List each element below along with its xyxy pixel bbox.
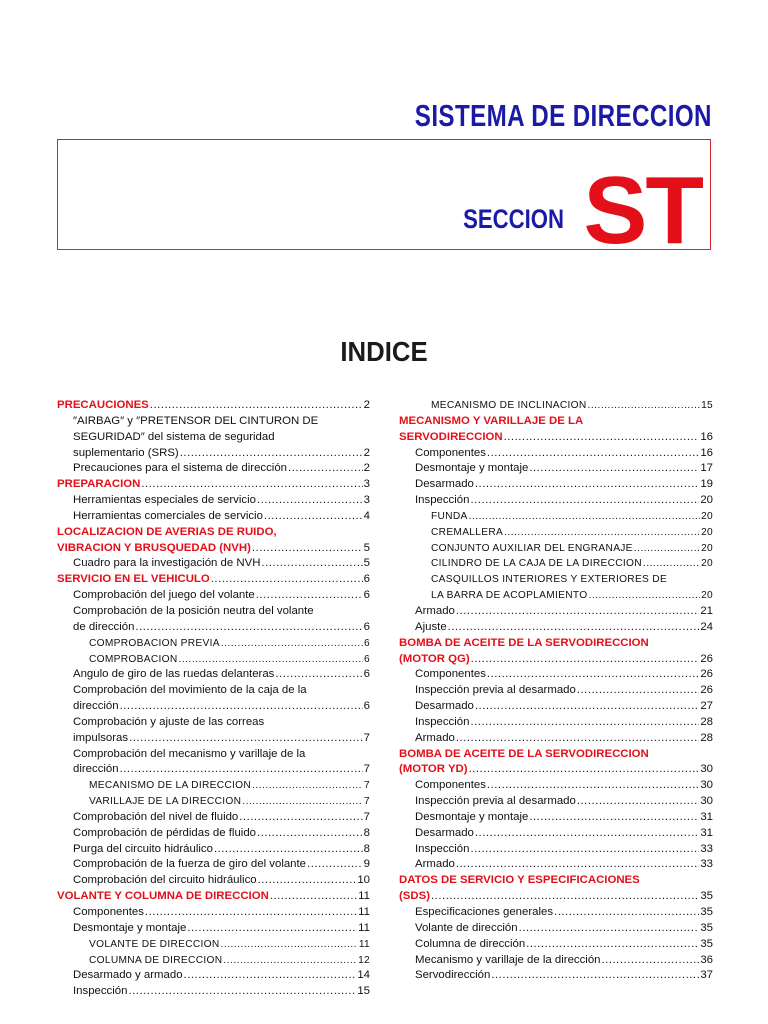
toc-subsection-entry[interactable] (399, 446, 713, 462)
toc-page-number: 6 (364, 637, 370, 649)
dot-leader (475, 477, 699, 493)
dot-leader (470, 842, 699, 858)
dot-leader (145, 905, 357, 921)
toc-entry-title: (MOTOR YD) (399, 763, 468, 776)
toc-page-number: 36 (700, 953, 713, 966)
dot-leader (288, 461, 363, 477)
toc-subsection-entry[interactable] (57, 461, 370, 477)
toc-entry-title: Servodirección (415, 969, 491, 982)
dot-leader (554, 905, 699, 921)
toc-entry-title: Comprobación del juego del volante (73, 589, 255, 602)
toc-page-number: 37 (700, 969, 713, 982)
toc-page-number: 26 (700, 684, 713, 697)
dot-leader (214, 842, 363, 858)
toc-entry-title: Precauciones para el sistema de dirección (73, 462, 288, 475)
toc-page-number: 35 (700, 921, 713, 934)
toc-subsection-entry[interactable] (399, 667, 713, 683)
toc-entry-title-line: DATOS DE SERVICIO Y ESPECIFICACIONES (399, 874, 640, 887)
toc-subitem-entry[interactable] (399, 525, 713, 541)
toc-subsection-entry[interactable] (399, 715, 713, 731)
toc-page-number: 7 (363, 763, 370, 776)
toc-page-number: 30 (700, 763, 713, 776)
dot-leader (456, 857, 699, 873)
toc-page-number: 28 (700, 715, 713, 728)
dot-leader (221, 636, 363, 652)
toc-page-number: 6 (363, 589, 370, 602)
toc-subitem-entry[interactable] (57, 794, 370, 810)
toc-entry-title: LA BARRA DE ACOPLAMIENTO (431, 590, 588, 602)
toc-entry-title-line: LOCALIZACION DE AVERIAS DE RUIDO, (57, 525, 277, 538)
toc-subsection-entry[interactable] (399, 477, 713, 493)
toc-page-number: 11 (358, 906, 370, 918)
toc-entry-title: COMPROBACION (89, 653, 178, 665)
dot-leader (184, 968, 357, 984)
toc-subsection-entry[interactable] (399, 953, 713, 969)
toc-subsection-entry[interactable] (57, 842, 370, 858)
toc-entry-title: MECANISMO DE LA DIRECCION (89, 780, 252, 792)
toc-page-number: 14 (357, 969, 370, 982)
toc-subsection-entry[interactable] (399, 604, 713, 620)
toc-entry-title-line: BOMBA DE ACEITE DE LA SERVODIRECCION (399, 636, 649, 649)
toc-section-entry[interactable] (399, 414, 713, 446)
toc-entry-title: Comprobación del circuito hidráulico (73, 874, 257, 887)
toc-entry-title: Armado (415, 604, 455, 617)
toc-subitem-entry[interactable] (57, 953, 370, 969)
dot-leader (491, 968, 699, 984)
toc-subsection-entry[interactable] (57, 588, 370, 604)
toc-section-entry[interactable] (57, 572, 370, 588)
dot-leader (519, 921, 700, 937)
toc-page-number: 7 (363, 810, 370, 823)
toc-subsection-entry[interactable] (57, 414, 370, 462)
toc-entry-title: PREPARACION (57, 478, 141, 491)
toc-page-number: 30 (700, 779, 713, 792)
toc-section-entry[interactable] (399, 873, 713, 905)
toc-entry-title: Inspección (415, 842, 470, 855)
toc-entry-title: SERVICIO EN EL VEHICULO (57, 573, 210, 586)
toc-page-number: 20 (701, 526, 713, 538)
dot-leader (504, 525, 700, 541)
toc-entry-title: VIBRACION Y BRUSQUEDAD (NVH) (57, 541, 251, 554)
toc-page-number: 20 (701, 558, 713, 570)
toc-subitem-entry[interactable] (399, 556, 713, 572)
dot-leader (448, 620, 700, 636)
toc-page-number: 27 (700, 700, 713, 713)
toc-left-column (57, 398, 370, 1000)
toc-subsection-entry[interactable] (57, 604, 370, 636)
toc-page-number: 20 (701, 510, 713, 522)
toc-page-number: 7 (364, 796, 370, 808)
toc-entry-title: Desmontaje y montaje (415, 810, 529, 823)
dot-leader (487, 778, 699, 794)
toc-entry-title: Componentes (73, 906, 144, 918)
toc-entry-title-line: Comprobación del movimiento de la caja de la (73, 684, 307, 697)
toc-page-number: 3 (363, 478, 370, 491)
index-heading: INDICE (340, 336, 428, 367)
toc-subsection-entry[interactable] (57, 873, 370, 889)
toc-section-entry[interactable] (57, 889, 370, 905)
toc-subsection-entry[interactable] (399, 683, 713, 699)
dot-leader (129, 731, 363, 747)
toc-subsection-entry[interactable] (399, 857, 713, 873)
section-code: ST (583, 157, 702, 264)
dot-leader (470, 715, 699, 731)
toc-entry-title: Desmontaje y montaje (73, 921, 187, 934)
toc-page-number: 33 (700, 858, 713, 871)
toc-page-number: 8 (363, 826, 370, 839)
toc-entry-title: (MOTOR QG) (399, 652, 470, 665)
toc-entry-title: Cuadro para la investigación de NVH (73, 557, 261, 570)
toc-entry-title: Inspección (415, 715, 470, 728)
toc-page-number: 6 (364, 653, 370, 665)
toc-entry-title: suplementario (SRS) (73, 446, 179, 459)
dot-leader (252, 541, 363, 557)
toc-page-number: 2 (363, 462, 370, 475)
toc-entry-title: Armado (415, 858, 455, 871)
section-label: SECCION (463, 204, 564, 234)
toc-subitem-entry[interactable] (57, 778, 370, 794)
toc-entry-title: de dirección (73, 620, 135, 633)
toc-page-number: 20 (701, 590, 713, 602)
toc-page-number: 19 (700, 478, 713, 491)
toc-right-column (399, 398, 713, 984)
toc-page-number: 16 (700, 446, 713, 459)
toc-entry-title: MECANISMO DE INCLINACION (431, 400, 587, 411)
dot-leader (141, 477, 362, 493)
dot-leader (135, 620, 362, 636)
toc-subsection-entry[interactable] (57, 509, 370, 525)
toc-entry-title-line: Comprobación y ajuste de las correas (73, 715, 265, 728)
toc-entry-title: Componentes (415, 779, 486, 792)
toc-entry-title: Mecanismo y varillaje de la dirección (415, 953, 601, 966)
toc-entry-title: FUNDA (431, 510, 468, 522)
dot-leader (475, 699, 699, 715)
toc-entry-title: VOLANTE Y COLUMNA DE DIRECCION (57, 890, 269, 903)
toc-subitem-entry[interactable] (57, 636, 370, 652)
toc-page-number: 5 (363, 557, 370, 570)
dot-leader (577, 683, 700, 699)
toc-subitem-entry[interactable] (399, 509, 713, 525)
toc-page-number: 6 (363, 620, 370, 633)
toc-section-entry[interactable] (399, 636, 713, 668)
toc-page-number: 12 (358, 954, 370, 966)
toc-page-number: 6 (363, 700, 370, 713)
dot-leader (469, 509, 700, 525)
toc-subsection-entry[interactable] (399, 461, 713, 477)
dot-leader (221, 937, 358, 953)
toc-page-number: 7 (363, 731, 370, 744)
toc-subsection-entry[interactable] (399, 905, 713, 921)
dot-leader (270, 889, 357, 905)
toc-entry-title: Inspección (73, 985, 128, 998)
dot-leader (577, 794, 700, 810)
toc-page-number: 21 (700, 604, 713, 617)
dot-leader (529, 810, 699, 826)
document-title: SISTEMA DE DIRECCION (414, 98, 712, 133)
section-box (57, 139, 711, 264)
toc-entry-title: PRECAUCIONES (57, 399, 149, 411)
toc-subsection-entry[interactable] (57, 905, 370, 921)
toc-page-number: 28 (700, 731, 713, 744)
toc-entry-title-line: MECANISMO Y VARILLAJE DE LA (399, 414, 584, 427)
dot-leader (470, 493, 699, 509)
toc-entry-title: (SDS) (399, 890, 431, 903)
toc-subitem-entry[interactable] (57, 937, 370, 953)
dot-leader (211, 572, 363, 588)
toc-entry-title: Comprobación de pérdidas de fluido (73, 826, 257, 839)
dot-leader (180, 446, 363, 462)
toc-page-number: 26 (700, 668, 713, 681)
toc-page-number: 16 (700, 430, 713, 443)
toc-subsection-entry[interactable] (399, 968, 713, 984)
toc-page-number: 6 (363, 668, 370, 681)
toc-page-number: 31 (700, 810, 713, 823)
dot-leader (223, 953, 357, 969)
toc-entry-title: Comprobación de la fuerza de giro del volante (73, 858, 307, 871)
dot-leader (128, 984, 356, 1000)
toc-subitem-entry[interactable] (399, 398, 713, 414)
toc-subsection-entry[interactable] (57, 683, 370, 715)
toc-subsection-entry[interactable] (57, 715, 370, 747)
toc-entry-title: Ajuste (415, 620, 447, 633)
toc-page-number: 15 (701, 400, 713, 411)
toc-page-number: 10 (357, 874, 370, 887)
toc-page-number: 11 (358, 921, 370, 934)
toc-entry-title: CREMALLERA (431, 526, 504, 538)
toc-entry-title: Desarmado (415, 826, 474, 839)
dot-leader (261, 556, 362, 572)
toc-subsection-entry[interactable] (399, 699, 713, 715)
toc-page-number: 30 (700, 795, 713, 808)
toc-page-number: 31 (700, 826, 713, 839)
dot-leader (456, 604, 699, 620)
toc-entry-title: Especificaciones generales (415, 906, 554, 918)
toc-subsection-entry[interactable] (57, 857, 370, 873)
dot-leader (258, 873, 357, 889)
toc-entry-title: Desarmado y armado (73, 969, 183, 982)
toc-entry-title: VARILLAJE DE LA DIRECCION (89, 796, 242, 808)
dot-leader (504, 430, 700, 446)
toc-subsection-entry[interactable] (399, 842, 713, 858)
toc-subsection-entry[interactable] (57, 667, 370, 683)
toc-entry-title: impulsoras (73, 731, 129, 744)
toc-page-number: 6 (363, 573, 370, 586)
toc-subitem-entry[interactable] (399, 541, 713, 557)
dot-leader (602, 953, 700, 969)
toc-subsection-entry[interactable] (399, 731, 713, 747)
dot-leader (487, 667, 699, 683)
toc-entry-title: Comprobación del nivel de fluido (73, 810, 239, 823)
toc-entry-title: Desarmado (415, 700, 474, 713)
dot-leader (529, 461, 699, 477)
toc-entry-title: COLUMNA DE DIRECCION (89, 954, 223, 966)
toc-subsection-entry[interactable] (399, 937, 713, 953)
toc-page-number: 26 (700, 652, 713, 665)
toc-entry-title: Inspección previa al desarmado (415, 684, 576, 697)
dot-leader (264, 509, 363, 525)
toc-entry-title-line: BOMBA DE ACEITE DE LA SERVODIRECCION (399, 747, 649, 760)
toc-page-number: 9 (363, 858, 370, 871)
toc-entry-title: Purga del circuito hidráulico (73, 842, 213, 855)
toc-subsection-entry[interactable] (57, 493, 370, 509)
toc-subsection-entry[interactable] (57, 556, 370, 572)
dot-leader (471, 652, 700, 668)
toc-subsection-entry[interactable] (399, 493, 713, 509)
toc-entry-title-line: CASQUILLOS INTERIORES Y EXTERIORES DE (431, 574, 668, 586)
toc-subsection-entry[interactable] (57, 747, 370, 779)
dot-leader (187, 921, 357, 937)
toc-entry-title: CONJUNTO AUXILIAR DEL ENGRANAJE (431, 542, 633, 554)
toc-page-number: 5 (363, 541, 370, 554)
toc-subsection-entry[interactable] (399, 826, 713, 842)
toc-page-number: 17 (700, 462, 713, 475)
dot-leader (307, 857, 363, 873)
toc-entry-title: CILINDRO DE LA CAJA DE LA DIRECCION (431, 558, 642, 570)
toc-page-number: 2 (363, 446, 370, 459)
dot-leader (242, 794, 363, 810)
toc-section-entry[interactable] (57, 525, 370, 557)
toc-page-number: 20 (701, 542, 713, 554)
toc-page-number: 4 (363, 509, 370, 522)
toc-entry-title: Herramientas comerciales de servicio (73, 509, 263, 522)
dot-leader (475, 826, 699, 842)
dot-leader (588, 588, 700, 604)
dot-leader (256, 588, 363, 604)
toc-entry-title: COMPROBACION PREVIA (89, 637, 220, 649)
toc-page-number: 33 (700, 842, 713, 855)
dot-leader (239, 810, 362, 826)
dot-leader (431, 889, 699, 905)
toc-subsection-entry[interactable] (399, 794, 713, 810)
toc-entry-title: Desmontaje y montaje (415, 462, 529, 475)
toc-entry-title-line: Comprobación del mecanismo y varillaje de la (73, 747, 306, 760)
toc-page-number: 15 (357, 985, 370, 998)
toc-entry-title: Volante de dirección (415, 921, 518, 934)
toc-page-number: 35 (700, 937, 713, 950)
toc-section-entry[interactable] (399, 747, 713, 779)
dot-leader (487, 446, 699, 462)
toc-entry-title: dirección (73, 700, 119, 713)
toc-page-number: 2 (363, 399, 370, 411)
dot-leader (275, 667, 362, 683)
toc-entry-title-line: ″AIRBAG″ y ″PRETENSOR DEL CINTURON DE (73, 414, 319, 427)
dot-leader (252, 778, 363, 794)
toc-subsection-entry[interactable] (399, 620, 713, 636)
dot-leader (526, 937, 699, 953)
toc-page-number: 7 (364, 780, 370, 792)
toc-page-number: 24 (700, 620, 713, 633)
toc-entry-title: Inspección previa al desarmado (415, 795, 576, 808)
toc-subsection-entry[interactable] (399, 778, 713, 794)
toc-section-entry[interactable] (57, 477, 370, 493)
toc-page-number: 20 (700, 494, 713, 507)
toc-page-number: 8 (363, 842, 370, 855)
toc-entry-title: VOLANTE DE DIRECCION (89, 938, 220, 950)
toc-subsection-entry[interactable] (57, 984, 370, 1000)
toc-subsection-entry[interactable] (57, 810, 370, 826)
toc-entry-title-line: SEGURIDAD″ del sistema de seguridad (73, 430, 275, 443)
toc-entry-title: dirección (73, 763, 119, 776)
toc-section-entry[interactable] (57, 398, 370, 414)
dot-leader (634, 541, 700, 557)
toc-entry-title: Armado (415, 731, 455, 744)
toc-subitem-entry[interactable] (57, 652, 370, 668)
toc-entry-title: Desarmado (415, 478, 474, 491)
dot-leader (120, 762, 363, 778)
toc-subsection-entry[interactable] (399, 921, 713, 937)
toc-page-number: 3 (363, 494, 370, 507)
dot-leader (179, 652, 364, 668)
toc-entry-title: Angulo de giro de las ruedas delanteras (73, 668, 275, 681)
toc-subsection-entry[interactable] (57, 968, 370, 984)
toc-entry-title: Herramientas especiales de servicio (73, 494, 256, 507)
toc-entry-title: Inspección (415, 494, 470, 507)
toc-page-number: 11 (358, 890, 370, 903)
dot-leader (456, 731, 699, 747)
toc-page-number: 35 (700, 890, 713, 903)
dot-leader (257, 493, 363, 509)
toc-subsection-entry[interactable] (57, 826, 370, 842)
toc-subitem-entry[interactable] (399, 572, 713, 604)
dot-leader (257, 826, 363, 842)
toc-subsection-entry[interactable] (399, 810, 713, 826)
dot-leader (643, 556, 700, 572)
toc-page-number: 11 (358, 938, 370, 950)
toc-entry-title: Componentes (415, 446, 486, 459)
dot-leader (120, 699, 363, 715)
dot-leader (588, 398, 701, 414)
toc-entry-title: SERVODIRECCION (399, 430, 503, 443)
toc-entry-title: Componentes (415, 668, 486, 681)
toc-entry-title-line: Comprobación de la posición neutra del volante (73, 604, 314, 617)
toc-entry-title: Columna de dirección (415, 937, 526, 950)
dot-leader (469, 762, 700, 778)
dot-leader (150, 398, 363, 414)
toc-page-number: 35 (700, 906, 713, 918)
toc-subsection-entry[interactable] (57, 921, 370, 937)
